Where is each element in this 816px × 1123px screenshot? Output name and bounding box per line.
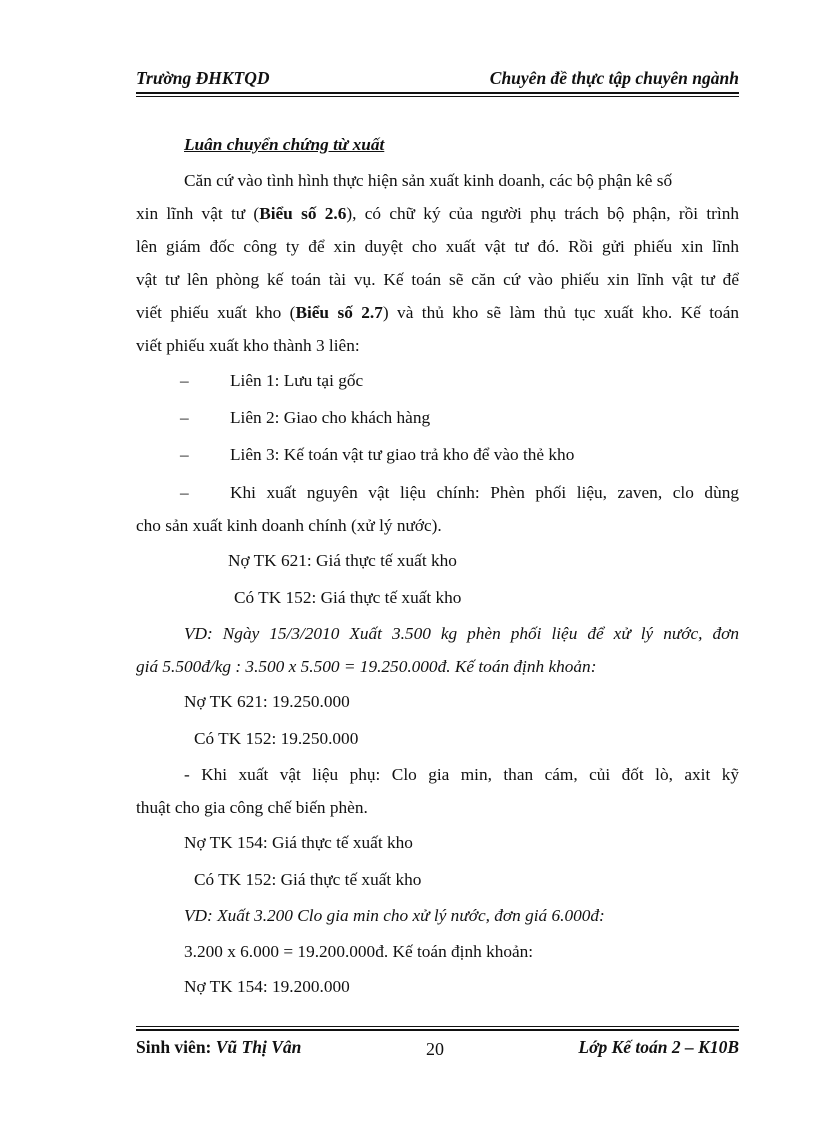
reference-bieu-2-6: Biểu số 2.6 [259, 204, 347, 223]
para1-line5: viết phiếu xuất kho (Biểu số 2.7) và thủ kho sẽ làm thủ tục xuất kho. Kế toán [136, 303, 740, 322]
example1-line1: VD: Ngày 15/3/2010 Xuất 3.500 kg phèn phối liệu để xử lý nước, đơn [184, 624, 739, 643]
page-header [136, 68, 739, 92]
list-item: – Liên 2: Giao cho khách hàng [180, 408, 431, 427]
list-item: – Liên 3: Kế toán vật tư giao trả kho để vào thẻ kho [180, 445, 575, 464]
para1-line2: xin lĩnh vật tư (Biểu số 2.6), có chữ ký của người phụ trách bộ phận, rồi trình [136, 204, 739, 223]
page-number: 20 [426, 1039, 444, 1059]
footer-rule-thin [136, 1026, 739, 1027]
entry2-credit: Có TK 152: Giá thực tế xuất kho [194, 870, 422, 889]
dash-bullet: – [180, 371, 189, 390]
section-title: Luân chuyển chứng từ xuất [184, 135, 385, 154]
example2-debit: Nợ TK 154: 19.200.000 [184, 977, 350, 996]
para2-line2: cho sản xuất kinh doanh chính (xử lý nước). [136, 516, 442, 535]
example2-line2: 3.200 x 6.000 = 19.200.000đ. Kế toán định khoản: [184, 942, 534, 961]
header-rule [136, 92, 739, 94]
entry1-debit: Nợ TK 621: Giá thực tế xuất kho [228, 551, 457, 570]
footer-class: Lớp Kế toán 2 – K10B [578, 1037, 739, 1057]
reference-bieu-2-7: Biểu số 2.7 [295, 303, 383, 322]
para3-line2: thuật cho gia công chế biến phèn. [136, 798, 368, 817]
list-item: – Liên 1: Lưu tại gốc [180, 371, 364, 390]
footer-rule [136, 1029, 739, 1031]
example1-line2: giá 5.500đ/kg : 3.500 x 5.500 = 19.250.000đ. Kế toán định khoản: [136, 657, 597, 676]
example2-line1: VD: Xuất 3.200 Clo gia min cho xử lý nước, đơn giá 6.000đ: [184, 906, 605, 925]
entry1-credit: Có TK 152: Giá thực tế xuất kho [234, 588, 462, 607]
para3-line1: - Khi xuất vật liệu phụ: Clo gia min, than cám, củi đốt lò, axit kỹ [184, 765, 739, 784]
header-school: Trường ĐHKTQD [136, 68, 270, 88]
para1-line3: lên giám đốc công ty để xin duyệt cho xuất vật tư đó. Rồi gửi phiếu xin lĩnh [136, 237, 739, 256]
footer-student: Sinh viên: Vũ Thị Vân [136, 1037, 302, 1057]
header-rule-thin [136, 96, 739, 97]
dash-bullet: – [180, 445, 189, 464]
dash-bullet: – [180, 408, 189, 427]
para1-line4: vật tư lên phòng kế toán tài vụ. Kế toán sẽ căn cứ vào phiếu xin lĩnh vật tư để [136, 270, 739, 289]
student-name: Vũ Thị Vân [215, 1037, 302, 1057]
entry2-debit: Nợ TK 154: Giá thực tế xuất kho [184, 833, 413, 852]
para2-line1: – Khi xuất nguyên vật liệu chính: Phèn phối liệu, zaven, clo dùng [180, 483, 739, 502]
dash-bullet: – [180, 483, 189, 502]
para1-line6: viết phiếu xuất kho thành 3 liên: [136, 336, 360, 355]
example1-debit: Nợ TK 621: 19.250.000 [184, 692, 350, 711]
example1-credit: Có TK 152: 19.250.000 [194, 729, 359, 748]
page-footer [136, 1037, 739, 1061]
para1-line1: Căn cứ vào tình hình thực hiện sản xuất kinh doanh, các bộ phận kê số [184, 171, 673, 190]
header-subject: Chuyên đề thực tập chuyên ngành [489, 68, 739, 88]
